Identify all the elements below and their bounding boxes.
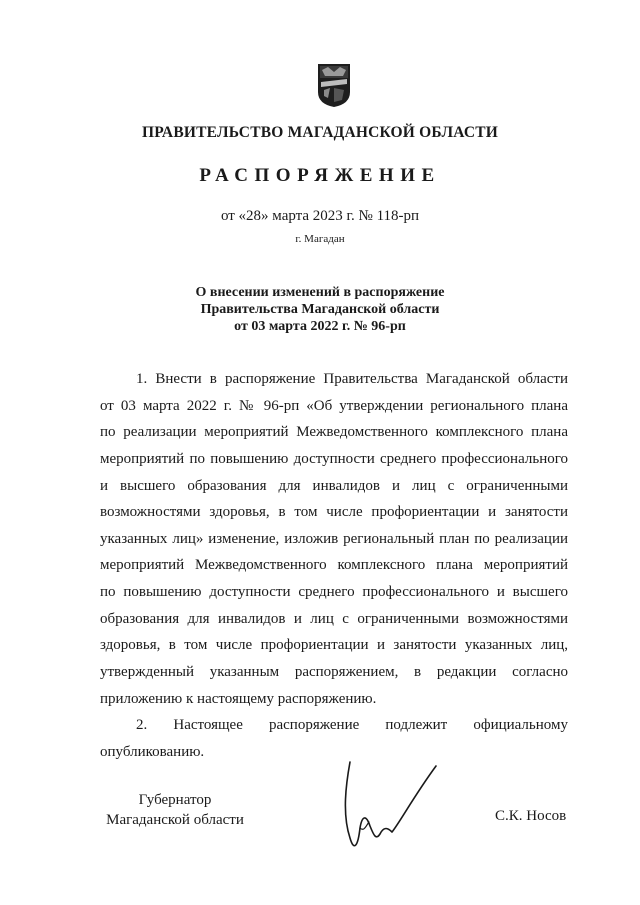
subject-line: Правительства Магаданской области [200,302,440,317]
paragraph-1-line: образования для инвалидов и лиц с ограниченными возможностями [100,610,568,627]
document-date-number: от «28» марта 2023 г. № 118-рп [220,208,420,224]
document-body [100,366,568,766]
paragraph-1-line: 1. Внести в распоряжение Правительства Магаданской области [136,371,568,387]
paragraph-1-line: здоровья, в том числе профориентации и занятости указанных лиц, [100,637,568,654]
organization-title: ПРАВИТЕЛЬСТВО МАГАДАНСКОЙ ОБЛАСТИ [141,124,499,141]
paragraph-1-line: и высшего образования для инвалидов и лиц с ограниченными [100,477,568,494]
paragraph-1-line: приложению к настоящему распоряжению. [100,690,377,707]
coat-of-arms-icon [316,62,352,108]
signatory-position-line: Губернатор [138,792,212,808]
paragraph-2-line: 2. Настоящее распоряжение подлежит официальному [136,717,568,734]
paragraph-1-line: мероприятий Межведомственного комплексного плана мероприятий [100,557,568,574]
signatory-position [100,790,250,830]
paragraph-1-line: мероприятий по повышению доступности среднего профессионального [100,450,568,467]
signatory-name: С.К. Носов [495,808,567,824]
document-subject [0,284,640,335]
paragraph-1-line: возможностями здоровья, в том числе профориентации и занятости [100,504,568,521]
paragraph-1-line: по повышению доступности среднего профессионального и высшего [100,584,568,601]
paragraph-1-line: указанных лиц» изменение, изложив региональный план по реализации [100,530,568,547]
paragraph-1-line: по реализации мероприятий Межведомственного комплексного плана [100,424,568,441]
handwritten-signature [336,756,446,856]
subject-line: О внесении изменений в распоряжение [195,285,445,300]
paragraph-2-line: опубликованию. [100,743,205,760]
document-city: г. Магадан [295,233,345,245]
document-type: РАСПОРЯЖЕНИЕ [199,165,441,186]
signatory-position-line: Магаданской области [106,812,244,828]
paragraph-1-line: утвержденный указанным распоряжением, в редакции согласно [100,664,568,681]
subject-line: от 03 марта 2022 г. № 96-рп [234,319,406,334]
paragraph-1-line: от 03 марта 2022 г. № 96-рп «Об утверждении регионального плана [100,397,568,414]
